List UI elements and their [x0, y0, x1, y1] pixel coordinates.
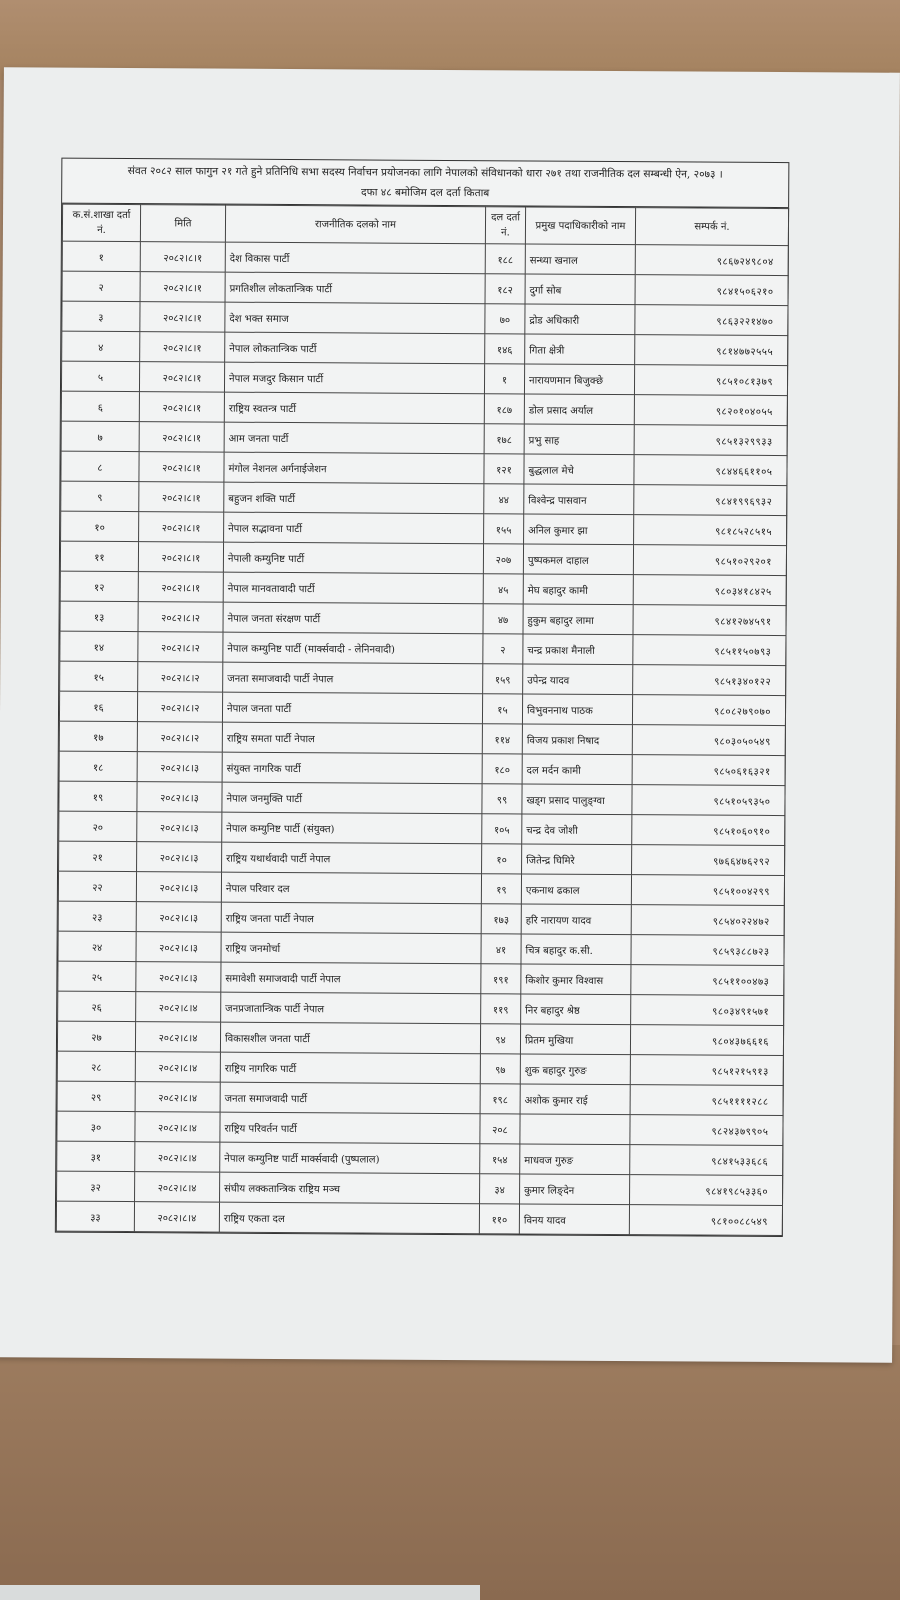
date-cell: २०८२।८।३: [136, 872, 221, 903]
contact-number-cell: ९८५१०५९३५०: [632, 785, 785, 816]
party-name-cell: नेपाली कम्युनिष्ट पार्टी: [223, 542, 483, 574]
chief-officer-cell: विश्वेन्द्र पासवान: [524, 484, 634, 515]
party-name-cell: राष्ट्रिय एकता दल: [219, 1202, 479, 1234]
date-cell: २०८२।८।३: [137, 782, 222, 813]
chief-officer-cell: विनय यादव: [519, 1204, 629, 1235]
date-cell: २०८२।८।३: [136, 962, 221, 993]
contact-number-cell: ९८४१९८५३३६०: [630, 1175, 783, 1206]
date-cell: २०८२।८।१: [139, 362, 224, 393]
registration-number-cell: ९७: [480, 1054, 520, 1084]
registration-number-cell: १: [484, 364, 524, 394]
paper-edge: [0, 1585, 480, 1600]
registration-number-cell: १८७: [484, 394, 524, 424]
registration-number-cell: १०: [482, 844, 522, 874]
party-name-cell: नेपाल मानवतावादी पार्टी: [223, 572, 483, 604]
table-row: [59, 751, 785, 785]
party-name-cell: नेपाल जनता संरक्षण पार्टी: [223, 602, 483, 634]
table-row: [62, 301, 788, 335]
serial-number-cell: २६: [58, 991, 136, 1021]
party-name-cell: विकासशील जनता पार्टी: [220, 1022, 480, 1054]
chief-officer-cell: अनिल कुमार झा: [524, 514, 634, 545]
contact-number-cell: ९८५१०६०९१०: [632, 815, 785, 846]
registration-number-cell: १५५: [484, 514, 524, 544]
table-row: [60, 541, 786, 575]
party-name-cell: जनता समाजवादी पार्टी: [220, 1082, 480, 1114]
registration-number-cell: ९९: [482, 784, 522, 814]
contact-number-cell: ९८४१५३३६८६: [630, 1145, 783, 1176]
chief-officer-cell: बुद्धलाल मेचे: [524, 454, 634, 485]
table-row: [62, 241, 788, 275]
table-row: [57, 1051, 783, 1085]
registration-number-cell: १८०: [482, 754, 522, 784]
party-name-cell: राष्ट्रिय परिवर्तन पार्टी: [220, 1112, 480, 1144]
date-cell: २०८२।८।४: [135, 1172, 220, 1203]
table-row: [62, 271, 788, 305]
serial-number-cell: ५: [61, 361, 139, 391]
date-cell: २०८२।८।४: [135, 1142, 220, 1173]
party-name-cell: राष्ट्रिय जनमोर्चा: [221, 932, 481, 964]
contact-number-cell: ९८५११५०७९३: [633, 635, 786, 666]
header-contact-number: सम्पर्क नं.: [635, 208, 788, 246]
chief-officer-cell: दुर्गा सोब: [525, 274, 635, 305]
party-registration-table: [56, 204, 789, 1236]
party-name-cell: बहुजन शक्ति पार्टी: [224, 482, 484, 514]
registration-number-cell: ४४: [484, 484, 524, 514]
header-date: मिति: [140, 205, 225, 243]
serial-number-cell: २१: [59, 841, 137, 871]
serial-number-cell: १३: [60, 601, 138, 631]
registration-number-cell: ४५: [483, 574, 523, 604]
contact-number-cell: ९८०३०५०५४९: [632, 725, 785, 756]
registration-number-cell: १८८: [485, 244, 525, 274]
chief-officer-cell: कुमार लिङ्देन: [520, 1174, 630, 1205]
paper-sheet: [0, 67, 900, 1362]
contact-number-cell: ९८१८५२८५१५: [634, 515, 787, 546]
chief-officer-cell: डोल प्रसाद अर्याल: [524, 394, 634, 425]
contact-number-cell: ९८५१०८१३७९: [634, 365, 787, 396]
party-name-cell: राष्ट्रिय समता पार्टी नेपाल: [222, 722, 482, 754]
table-row: [61, 481, 787, 515]
registration-number-cell: ९४: [480, 1024, 520, 1054]
date-cell: २०८२।८।४: [134, 1202, 219, 1233]
contact-number-cell: ९८१००८८५४९: [629, 1205, 782, 1236]
serial-number-cell: १२: [60, 571, 138, 601]
party-name-cell: राष्ट्रिय नागरिक पार्टी: [220, 1052, 480, 1084]
registration-number-cell: १५९: [483, 664, 523, 694]
contact-number-cell: ९८४१५०६२१०: [635, 275, 788, 306]
contact-number-cell: ९८५११००४७३: [631, 965, 784, 996]
registration-number-cell: १७८: [484, 424, 524, 454]
contact-number-cell: ९८५०६१६३२१: [632, 755, 785, 786]
date-cell: २०८२।८।४: [135, 1052, 220, 1083]
serial-number-cell: ११: [60, 541, 138, 571]
party-name-cell: नेपाल जनमुक्ति पार्टी: [222, 782, 482, 814]
date-cell: २०८२।८।२: [137, 722, 222, 753]
table-row: [61, 451, 787, 485]
date-cell: २०८२।८।३: [137, 842, 222, 873]
party-name-cell: संयुक्त नागरिक पार्टी: [222, 752, 482, 784]
serial-number-cell: २: [62, 271, 140, 301]
registration-number-cell: ११०: [479, 1204, 519, 1234]
document-heading: [62, 159, 788, 208]
registration-number-cell: १९: [481, 874, 521, 904]
date-cell: २०८२।८।१: [140, 242, 225, 273]
party-name-cell: देश विकास पार्टी: [225, 242, 485, 274]
chief-officer-cell: खड्ग प्रसाद पालुङ्ग्वा: [522, 784, 632, 815]
date-cell: २०८२।८।१: [140, 272, 225, 303]
party-name-cell: नेपाल कम्युनिष्ट पार्टी मार्क्सवादी (पुष्पलाल): [220, 1142, 480, 1174]
table-row: [57, 1141, 783, 1175]
registration-number-cell: १४६: [485, 334, 525, 364]
table-row: [58, 991, 784, 1025]
registration-number-cell: १५: [482, 694, 522, 724]
serial-number-cell: ७: [61, 421, 139, 451]
registration-number-cell: १२१: [484, 454, 524, 484]
party-name-cell: मंगोल नेशनल अर्गनाईजेशन: [224, 452, 484, 484]
table-row: [60, 631, 786, 665]
registration-number-cell: ४७: [483, 604, 523, 634]
table-row: [58, 901, 784, 935]
table-row: [61, 391, 787, 425]
header-serial-number: क.सं.शाखा दर्ता नं.: [62, 204, 140, 241]
chief-officer-cell: हुकुम बहादुर लामा: [523, 604, 633, 635]
chief-officer-cell: गिता क्षेत्री: [525, 334, 635, 365]
heading-line-2: दफा ४८ बमोजिम दल दर्ता किताब: [361, 186, 490, 200]
contact-number-cell: ९८६३२२१४७०: [635, 305, 788, 336]
contact-number-cell: ९८०४३७६६१६: [630, 1025, 783, 1056]
contact-number-cell: ९८५१३२९९३३: [634, 425, 787, 456]
date-cell: २०८२।८।४: [135, 1022, 220, 1053]
table-row: [59, 721, 785, 755]
header-chief-officer: प्रमुख पदाधिकारीको नाम: [525, 207, 635, 245]
registration-number-cell: ११४: [482, 724, 522, 754]
header-party-name: राजनीतिक दलको नाम: [225, 205, 485, 244]
contact-number-cell: ९८५१००४२९९: [631, 875, 784, 906]
party-name-cell: नेपाल परिवार दल: [221, 872, 481, 904]
date-cell: २०८२।८।१: [139, 422, 224, 453]
table-row: [59, 691, 785, 725]
serial-number-cell: ३२: [57, 1171, 135, 1201]
party-name-cell: प्रगतिशील लोकतान्त्रिक पार्टी: [225, 272, 485, 304]
contact-number-cell: ९८५१२१५९१३: [630, 1055, 783, 1086]
registration-number-cell: ३४: [480, 1174, 520, 1204]
serial-number-cell: २८: [57, 1051, 135, 1081]
contact-number-cell: ९८०३४९१५७१: [631, 995, 784, 1026]
date-cell: २०८२।८।२: [138, 602, 223, 633]
serial-number-cell: २५: [58, 961, 136, 991]
date-cell: २०८२।८।१: [139, 512, 224, 543]
table-row: [57, 1021, 783, 1055]
serial-number-cell: ९: [61, 481, 139, 511]
serial-number-cell: ८: [61, 451, 139, 481]
chief-officer-cell: विभुवननाथ पाठक: [522, 694, 632, 725]
contact-number-cell: ९८०८२७९०७०: [632, 695, 785, 726]
chief-officer-cell: सन्ध्या खनाल: [525, 244, 635, 275]
party-name-cell: जनप्रजातान्त्रिक पार्टी नेपाल: [221, 992, 481, 1024]
serial-number-cell: १४: [60, 631, 138, 661]
chief-officer-cell: चन्द्र देव जोशी: [522, 814, 632, 845]
chief-officer-cell: जितेन्द्र घिमिरे: [522, 844, 632, 875]
party-name-cell: समावेशी समाजवादी पार्टी नेपाल: [221, 962, 481, 994]
registration-number-cell: २०८: [480, 1114, 520, 1144]
date-cell: २०८२।८।१: [139, 452, 224, 483]
date-cell: २०८२।८।३: [137, 812, 222, 843]
serial-number-cell: २०: [59, 811, 137, 841]
serial-number-cell: १७: [59, 721, 137, 751]
contact-number-cell: ९८४४६६११०५: [634, 455, 787, 486]
serial-number-cell: १०: [61, 511, 139, 541]
date-cell: २०८२।८।४: [136, 992, 221, 1023]
chief-officer-cell: पुष्पकमल दाहाल: [523, 544, 633, 575]
chief-officer-cell: प्रभु साह: [524, 424, 634, 455]
serial-number-cell: २४: [58, 931, 136, 961]
registration-number-cell: १०५: [482, 814, 522, 844]
chief-officer-cell: नारायणमान बिजुक्छे: [524, 364, 634, 395]
chief-officer-cell: मेघ बहादुर कामी: [523, 574, 633, 605]
serial-number-cell: २९: [57, 1081, 135, 1111]
serial-number-cell: ६: [61, 391, 139, 421]
table-header-row: [62, 204, 788, 245]
contact-number-cell: ९८४१९९६९३२: [634, 485, 787, 516]
table-surface-bottom: [0, 1345, 900, 1600]
table-row: [58, 961, 784, 995]
table-row: [59, 841, 785, 875]
party-name-cell: नेपाल कम्युनिष्ट पार्टी (संयुक्त): [222, 812, 482, 844]
party-name-cell: आम जनता पार्टी: [224, 422, 484, 454]
registration-number-cell: २: [483, 634, 523, 664]
date-cell: २०८२।८।२: [138, 662, 223, 693]
chief-officer-cell: माधवज गुरुङ: [520, 1144, 630, 1175]
date-cell: २०८२।८।१: [138, 542, 223, 573]
date-cell: २०८२।८।१: [140, 332, 225, 363]
serial-number-cell: ३०: [57, 1111, 135, 1141]
contact-number-cell: ९८५१३४०१२२: [633, 665, 786, 696]
contact-number-cell: ९८६७२४९८०४: [635, 245, 788, 276]
contact-number-cell: ९८५९३८८७२३: [631, 935, 784, 966]
chief-officer-cell: द्रोड अधिकारी: [525, 304, 635, 335]
serial-number-cell: ३३: [56, 1201, 134, 1231]
chief-officer-cell: विजय प्रकाश निषाद: [522, 724, 632, 755]
serial-number-cell: १९: [59, 781, 137, 811]
contact-number-cell: ९८१४७७२५५५: [635, 335, 788, 366]
heading-line-1: संवत २०८२ साल फागुन २१ गते हुने प्रतिनिधि सभा सदस्य निर्वाचन प्रयोजनका लागि नेपालको संविधानको धारा २७१ तथा राजनीतिक दल सम्बन्धी ऐन, २०७३ ।: [127, 165, 723, 181]
table-row: [61, 361, 787, 395]
registration-number-cell: १९८: [480, 1084, 520, 1114]
chief-officer-cell: शुक बहादुर गुरुङ: [520, 1054, 630, 1085]
table-row: [60, 661, 786, 695]
table-row: [57, 1171, 783, 1205]
registration-number-cell: ११९: [481, 994, 521, 1024]
contact-number-cell: ९८५४०२२४७२: [631, 905, 784, 936]
table-row: [58, 931, 784, 965]
serial-number-cell: ३१: [57, 1141, 135, 1171]
chief-officer-cell: चित्र बहादुर क.सी.: [521, 934, 631, 965]
party-name-cell: देश भक्त समाज: [225, 302, 485, 334]
serial-number-cell: २७: [57, 1021, 135, 1051]
table-row: [57, 1081, 783, 1115]
registration-number-cell: १५४: [480, 1144, 520, 1174]
registration-number-cell: २०७: [483, 544, 523, 574]
chief-officer-cell: निर बहादुर श्रेष्ठ: [521, 994, 631, 1025]
party-name-cell: जनता समाजवादी पार्टी नेपाल: [223, 662, 483, 694]
chief-officer-cell: उपेन्द्र यादव: [523, 664, 633, 695]
party-name-cell: संघीय लक्कतान्त्रिक राष्ट्रिय मञ्च: [220, 1172, 480, 1204]
date-cell: २०८२।८।४: [135, 1112, 220, 1143]
table-row: [62, 331, 788, 365]
header-registration-number: दल दर्ता नं.: [485, 207, 525, 244]
registration-number-cell: १८२: [485, 274, 525, 304]
table-row: [59, 781, 785, 815]
party-name-cell: नेपाल सद्भावना पार्टी: [224, 512, 484, 544]
date-cell: २०८२।८।३: [136, 902, 221, 933]
contact-number-cell: ९८५१०२९२०१: [633, 545, 786, 576]
table-row: [58, 871, 784, 905]
chief-officer-cell: हरि नारायण यादव: [521, 904, 631, 935]
serial-number-cell: १५: [60, 661, 138, 691]
date-cell: २०८२।८।१: [140, 302, 225, 333]
registration-number-cell: १९१: [481, 964, 521, 994]
chief-officer-cell: किशोर कुमार विश्वास: [521, 964, 631, 995]
registration-number-cell: १७३: [481, 904, 521, 934]
party-name-cell: राष्ट्रिय जनता पार्टी नेपाल: [221, 902, 481, 934]
chief-officer-cell: [520, 1114, 630, 1145]
date-cell: २०८२।८।१: [139, 392, 224, 423]
date-cell: २०८२।८।३: [137, 752, 222, 783]
chief-officer-cell: एकनाथ ढकाल: [521, 874, 631, 905]
contact-number-cell: ९८०३४१८४२५: [633, 575, 786, 606]
date-cell: २०८२।८।१: [139, 482, 224, 513]
party-name-cell: नेपाल मजदुर किसान पार्टी: [224, 362, 484, 394]
table-row: [61, 511, 787, 545]
party-name-cell: नेपाल कम्युनिष्ट पार्टी (मार्क्सवादी - लेनिनवादी): [223, 632, 483, 664]
table-row: [60, 601, 786, 635]
registration-number-cell: ४१: [481, 934, 521, 964]
serial-number-cell: १६: [59, 691, 137, 721]
serial-number-cell: १: [62, 241, 140, 271]
table-row: [60, 571, 786, 605]
chief-officer-cell: अशोक कुमार राई: [520, 1084, 630, 1115]
party-name-cell: नेपाल लोकतान्त्रिक पार्टी: [225, 332, 485, 364]
party-name-cell: राष्ट्रिय यथार्थवादी पार्टी नेपाल: [222, 842, 482, 874]
contact-number-cell: ९८४१२७४५९१: [633, 605, 786, 636]
serial-number-cell: १८: [59, 751, 137, 781]
date-cell: २०८२।८।२: [138, 632, 223, 663]
table-row: [57, 1111, 783, 1145]
date-cell: २०८२।८।४: [135, 1082, 220, 1113]
contact-number-cell: ९८२४३७९९०५: [630, 1115, 783, 1146]
contact-number-cell: ९८५११११२८८: [630, 1085, 783, 1116]
registration-number-cell: ७०: [485, 304, 525, 334]
table-row: [59, 811, 785, 845]
party-name-cell: नेपाल जनता पार्टी: [222, 692, 482, 724]
date-cell: २०८२।८।२: [137, 692, 222, 723]
serial-number-cell: ३: [62, 301, 140, 331]
chief-officer-cell: चन्द्र प्रकाश मैनाली: [523, 634, 633, 665]
date-cell: २०८२।८।३: [136, 932, 221, 963]
serial-number-cell: २२: [58, 871, 136, 901]
serial-number-cell: २३: [58, 901, 136, 931]
contact-number-cell: ९७६६४७६२९२: [632, 845, 785, 876]
chief-officer-cell: दल मर्दन कामी: [522, 754, 632, 785]
table-row: [56, 1201, 782, 1235]
date-cell: २०८२।८।१: [138, 572, 223, 603]
chief-officer-cell: प्रितम मुखिया: [520, 1024, 630, 1055]
party-name-cell: राष्ट्रिय स्वतन्त्र पार्टी: [224, 392, 484, 424]
contact-number-cell: ९८२०१०४०५५: [634, 395, 787, 426]
table-row: [61, 421, 787, 455]
registration-register: [55, 158, 790, 1237]
serial-number-cell: ४: [62, 331, 140, 361]
